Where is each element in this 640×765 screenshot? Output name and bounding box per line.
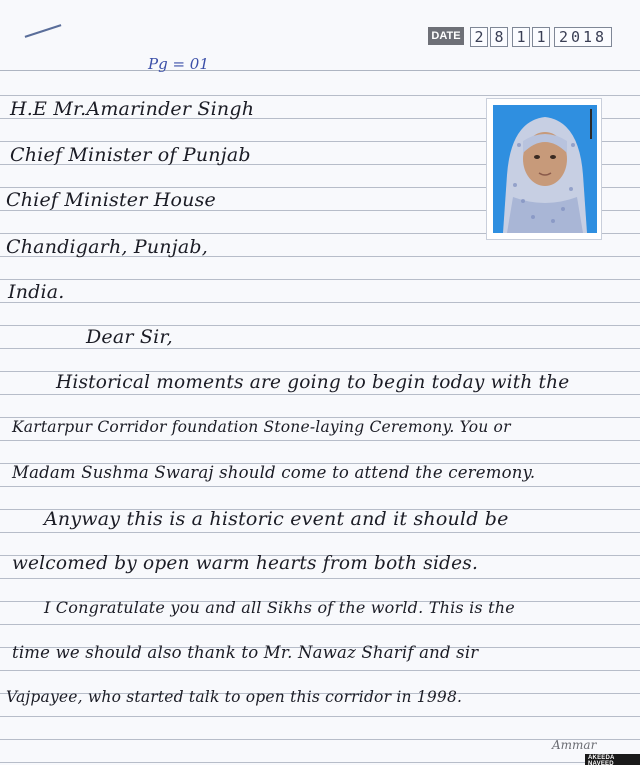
date-label: DATE bbox=[428, 27, 464, 45]
photo-image bbox=[493, 105, 597, 233]
signature: Ammar bbox=[552, 738, 597, 752]
ruled-line bbox=[0, 70, 640, 71]
ruled-line bbox=[0, 279, 640, 280]
ruled-line bbox=[0, 578, 640, 579]
body-line: Madam Sushma Swaraj should come to attend the ceremony. bbox=[12, 463, 536, 482]
ruled-line bbox=[0, 532, 640, 533]
address-line: India. bbox=[8, 281, 65, 303]
body-line: welcomed by open warm hearts from both sides. bbox=[12, 553, 479, 574]
photo-credit: AKEEDA NAVEED bbox=[585, 754, 640, 765]
body-line: I Congratulate you and all Sikhs of the world. This is the bbox=[44, 598, 515, 617]
page-number: Pg = 01 bbox=[148, 55, 209, 73]
body-line: Historical moments are going to begin today with the bbox=[56, 372, 570, 393]
pen-mark bbox=[25, 24, 62, 38]
ruled-line bbox=[0, 739, 640, 740]
portrait-icon bbox=[493, 105, 597, 233]
ruled-line bbox=[0, 302, 640, 303]
ruled-line bbox=[0, 486, 640, 487]
body-line: time we should also thank to Mr. Nawaz Sharif and sir bbox=[12, 643, 479, 662]
ruled-line bbox=[0, 95, 640, 96]
ruled-line bbox=[0, 762, 640, 763]
ruled-line bbox=[0, 670, 640, 671]
date-day-tens: 2 bbox=[470, 27, 488, 47]
body-line: Anyway this is a historic event and it should be bbox=[44, 508, 509, 530]
body-line: Vajpayee, who started talk to open this corridor in 1998. bbox=[6, 688, 463, 706]
address-line: H.E Mr.Amarinder Singh bbox=[10, 98, 255, 120]
salutation: Dear Sir, bbox=[86, 326, 173, 348]
date-year: 2018 bbox=[554, 27, 612, 47]
date-month-ones: 1 bbox=[532, 27, 550, 47]
ruled-line bbox=[0, 394, 640, 395]
applicant-photo bbox=[486, 98, 602, 240]
ruled-line bbox=[0, 716, 640, 717]
address-line: Chandigarh, Punjab, bbox=[6, 236, 208, 258]
date-month-tens: 1 bbox=[512, 27, 530, 47]
body-line: Kartarpur Corridor foundation Stone-laying Ceremony. You or bbox=[12, 418, 511, 436]
ruled-line bbox=[0, 440, 640, 441]
address-line: Chief Minister House bbox=[6, 189, 217, 211]
ruled-line bbox=[0, 348, 640, 349]
address-line: Chief Minister of Punjab bbox=[10, 144, 251, 166]
ruled-line bbox=[0, 624, 640, 625]
date-day-ones: 8 bbox=[490, 27, 508, 47]
